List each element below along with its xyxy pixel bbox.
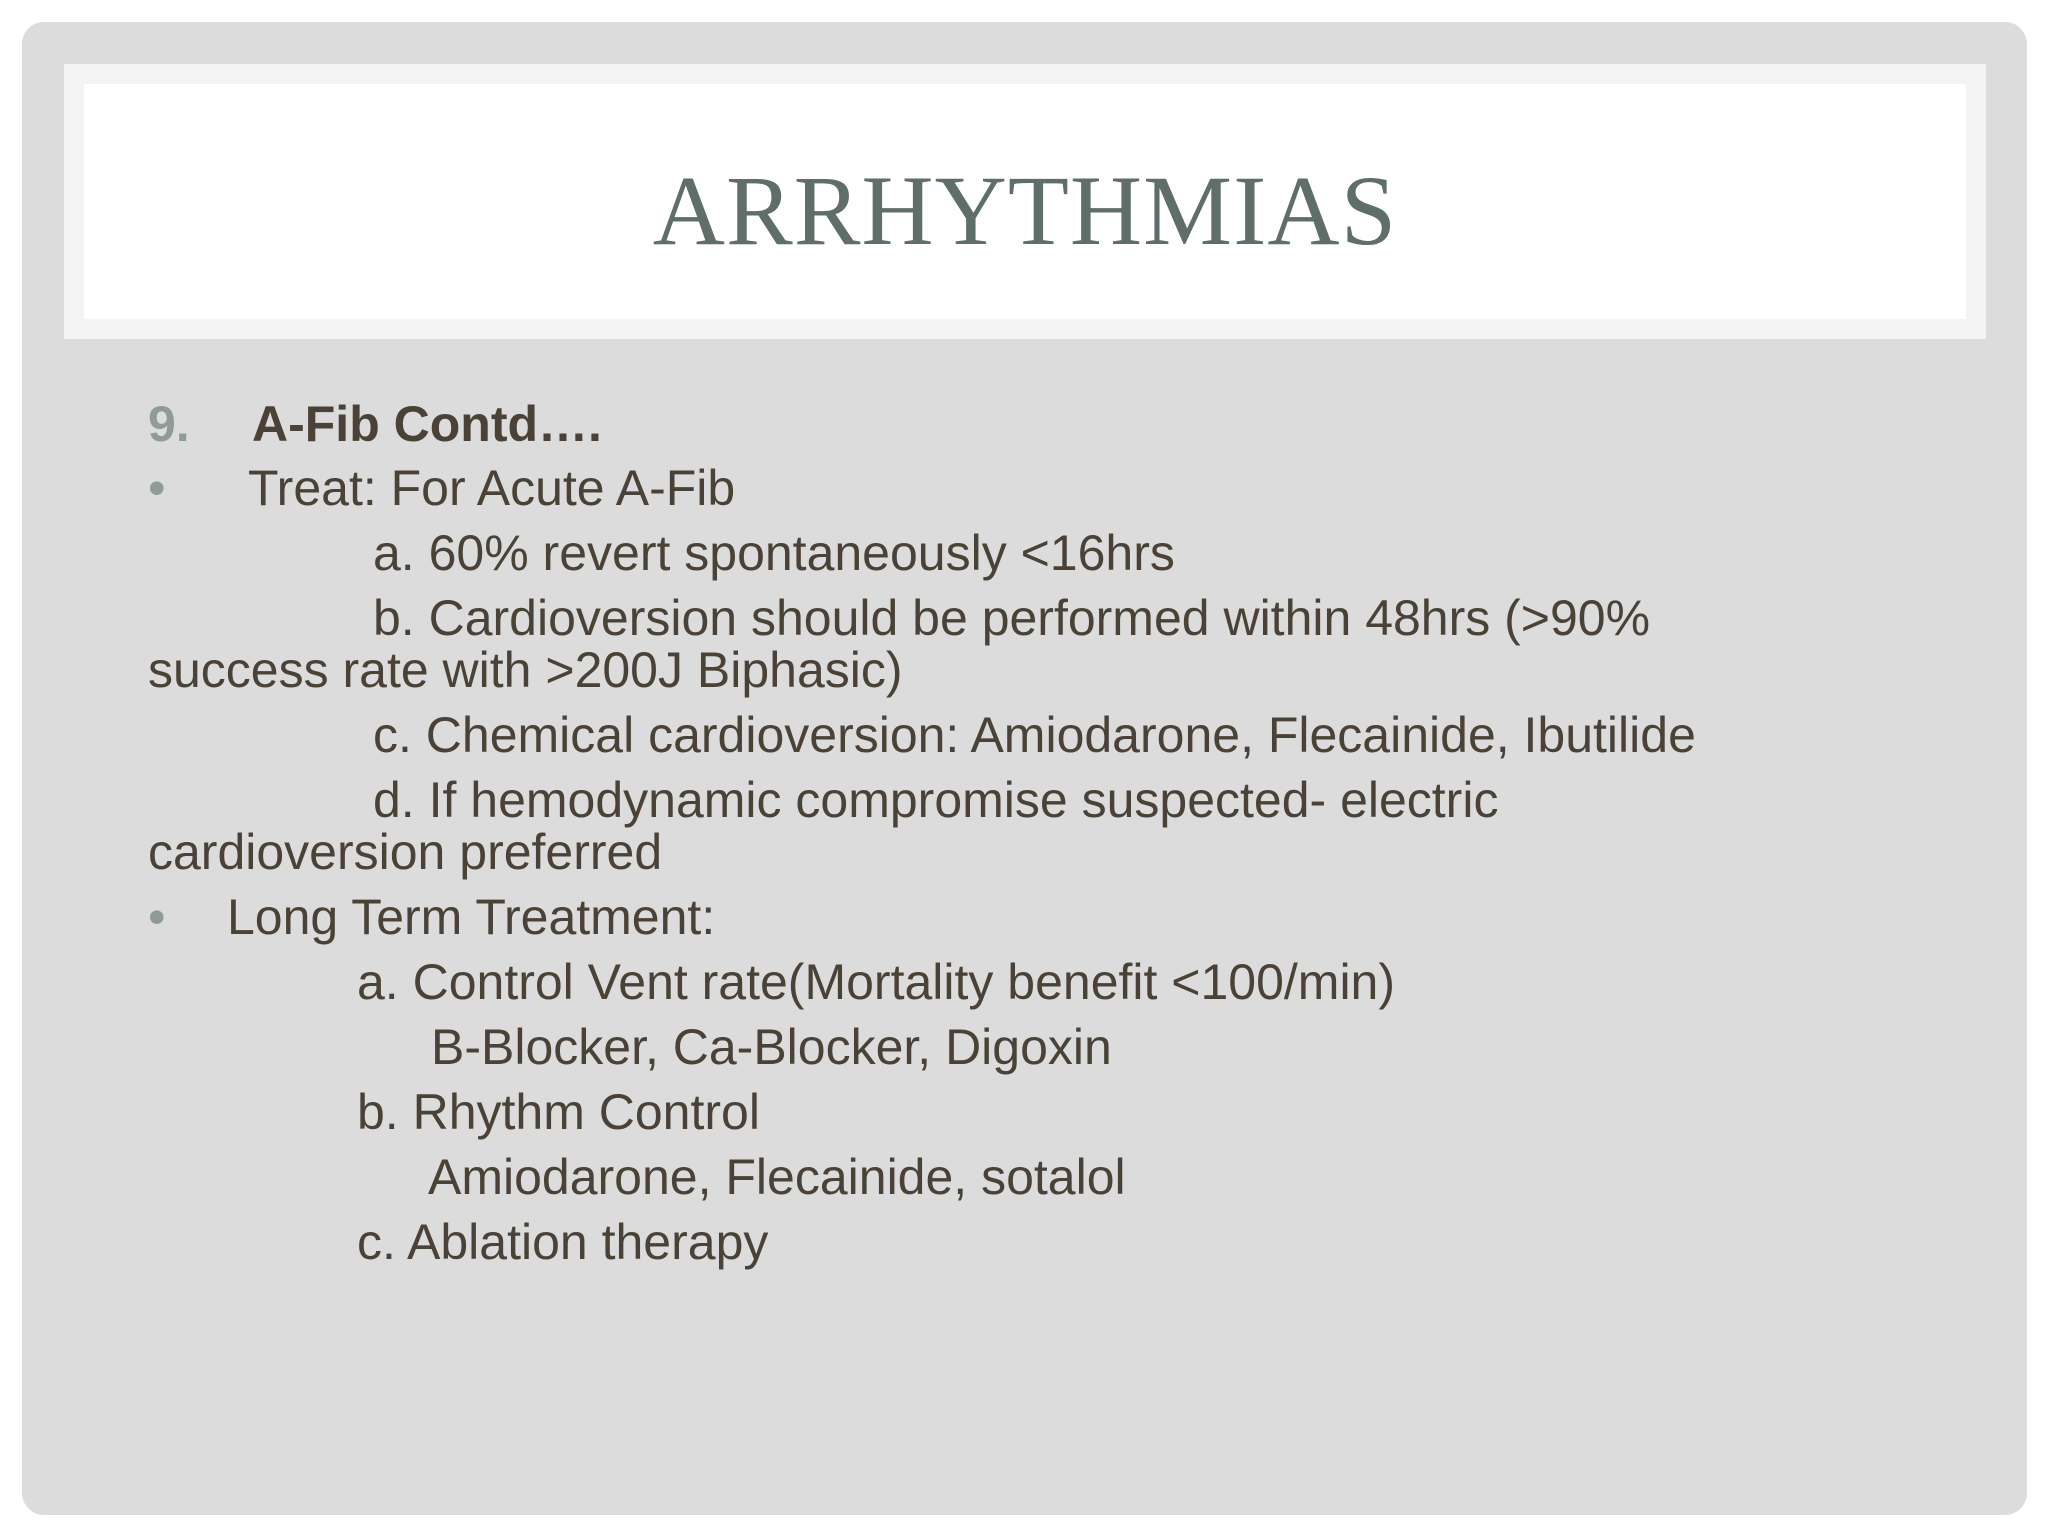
heading-text: A-Fib Contd…. xyxy=(252,396,602,452)
long-term-item-a: a. Control Vent rate(Mortality benefit <100/min) xyxy=(357,954,1396,1010)
title-band xyxy=(64,64,1986,339)
long-term-item-b-drugs: Amiodarone, Flecainide, sotalol xyxy=(428,1149,1126,1205)
heading-number: 9. xyxy=(148,396,190,452)
slide xyxy=(22,22,2027,1515)
acute-item-d-continued: cardioversion preferred xyxy=(148,824,663,880)
bullet-marker: • xyxy=(148,460,166,516)
acute-treatment-label: Treat: For Acute A-Fib xyxy=(248,460,736,516)
long-term-item-a-drugs: B-Blocker, Ca-Blocker, Digoxin xyxy=(431,1019,1112,1075)
title-box xyxy=(84,84,1966,319)
long-term-label: Long Term Treatment: xyxy=(227,889,716,945)
acute-item-b: b. Cardioversion should be performed within 48hrs (>90% xyxy=(373,590,1651,646)
acute-item-a: a. 60% revert spontaneously <16hrs xyxy=(373,525,1175,581)
long-term-item-b: b. Rhythm Control xyxy=(357,1084,760,1140)
acute-item-c: c. Chemical cardioversion: Amiodarone, Flecainide, Ibutilide xyxy=(373,707,1696,763)
slide-title: ARRHYTHMIAS xyxy=(652,154,1398,266)
acute-item-b-continued: success rate with >200J Biphasic) xyxy=(148,642,903,698)
long-term-item-c: c. Ablation therapy xyxy=(357,1214,769,1270)
acute-item-d: d. If hemodynamic compromise suspected- electric xyxy=(373,772,1499,828)
bullet-marker: • xyxy=(148,889,166,945)
